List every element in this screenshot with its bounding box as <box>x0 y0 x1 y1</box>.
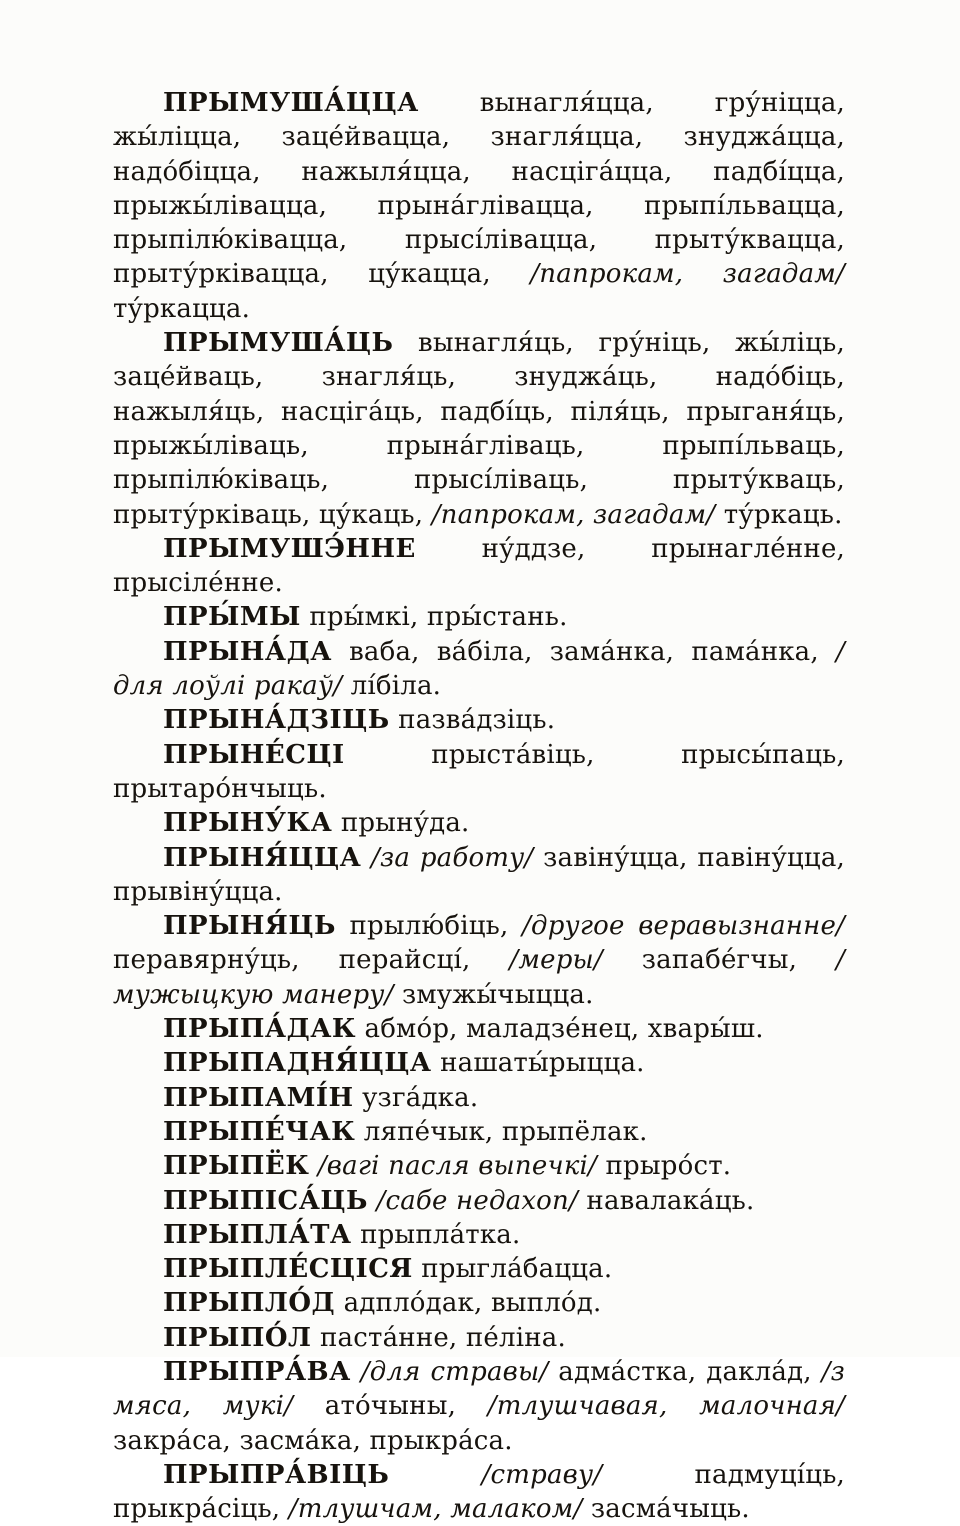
dictionary-entry <box>113 86 845 326</box>
dictionary-entry <box>113 738 845 807</box>
context-qualifier: /з мяса, мукі/ <box>113 1356 845 1422</box>
dictionary-entry <box>113 1321 845 1355</box>
context-qualifier: /тлушчавая, малочная/ <box>487 1391 845 1422</box>
entry-headword: ПРЫПЛА́ТА <box>163 1219 352 1250</box>
synonyms-text: навалака́ць. <box>577 1185 755 1216</box>
text-block <box>113 86 845 1526</box>
synonyms-text: прылю́біць, <box>349 911 523 942</box>
entry-headword: ПРЫПО́Л <box>163 1322 312 1353</box>
dictionary-entry <box>113 1252 845 1286</box>
synonyms-text: ато́чыны, <box>293 1391 488 1422</box>
context-qualifier: /другое веравызнанне/ <box>522 911 845 942</box>
entry-headword: ПРЫМУША́ЦЦА <box>163 88 419 118</box>
context-qualifier: /сабе недахоп/ <box>376 1185 578 1216</box>
context-qualifier: /за работу/ <box>371 842 534 873</box>
entry-headword: ПРЫПЛЕ́СЦІСЯ <box>163 1254 413 1285</box>
synonyms-text: прыста́віць, прысы́паць, прытаро́нчыць. <box>113 739 846 804</box>
synonyms-text: запабе́гчы, <box>602 945 837 976</box>
context-qualifier: /папрокам, загадам/ <box>530 259 845 290</box>
dictionary-entry <box>113 1286 845 1320</box>
context-qualifier: /папрокам, загадам/ <box>431 499 716 530</box>
dictionary-entry <box>113 841 845 910</box>
context-qualifier: /для лоўлі ракаў/ <box>113 636 845 702</box>
dictionary-entry <box>113 1355 845 1458</box>
entry-headword: ПРЫПІСА́ЦЬ <box>163 1185 369 1216</box>
synonyms-text: закра́са, засма́ка, прыкра́са. <box>113 1425 513 1456</box>
entry-headword: ПРЫНЯ́ЦЬ <box>163 911 336 942</box>
synonyms-text: вынагля́ць, гру́ніць, жы́ліць, заце́йваць, знагля́ць, знуджа́ць, надо́біць, нажыля́ць, насціга́ць, падбі́ць, піля́ць, прыганя́ць, прыжы́ліваць, прына́гліваць, прыпі́льваць, прыпілю́ківаць, прысі́ліваць, прыту́кваць, прыту́рківаць, цу́каць, <box>113 328 845 530</box>
synonyms-text: завіну́цца, павіну́цца, прывіну́цца. <box>113 842 846 907</box>
synonyms-text: ту́ркаць. <box>715 499 843 530</box>
entry-headword: ПРЫПЁК <box>163 1151 310 1182</box>
entry-headword: ПРЫПА́ДАК <box>163 1014 357 1045</box>
synonyms-text: пры́мкі, пры́стань. <box>309 602 568 633</box>
synonyms-text: узга́дка. <box>362 1082 479 1113</box>
synonyms-text: прыро́ст. <box>597 1151 732 1182</box>
context-qualifier: /страву/ <box>481 1459 603 1490</box>
entry-headword: ПРЫ́МЫ <box>163 602 301 633</box>
entry-headword: ПРЫПАДНЯ́ЦЦА <box>163 1048 432 1079</box>
synonyms-text: прыну́да. <box>340 808 470 839</box>
synonyms-text: змужы́чыцца. <box>393 979 594 1010</box>
synonyms-text: засма́чыць. <box>582 1494 750 1525</box>
entries-list <box>113 86 845 1526</box>
dictionary-entry <box>113 806 845 840</box>
entry-headword: ПРЫПЛО́Д <box>163 1288 336 1319</box>
context-qualifier: /меры/ <box>509 945 603 976</box>
synonyms-text: пазва́дзіць. <box>398 705 556 736</box>
context-qualifier: /тлушчам, малаком/ <box>288 1494 583 1525</box>
dictionary-entry <box>113 635 845 704</box>
synonyms-text: ваба, ва́біла, зама́нка, пама́нка, <box>349 636 837 667</box>
dictionary-entry <box>113 1012 845 1046</box>
entry-headword: ПРЫНУ́КА <box>163 808 333 839</box>
entry-headword: ПРЫМУША́ЦЬ <box>163 328 394 359</box>
dictionary-entry <box>113 326 845 532</box>
context-qualifier: /мужыцкую манеру/ <box>113 945 845 1010</box>
context-qualifier: /вагі пасля выпечкі/ <box>317 1151 598 1182</box>
synonyms-text: нашаты́рыцца. <box>440 1048 645 1079</box>
synonyms-text: лі́біла. <box>342 671 442 702</box>
dictionary-entry <box>113 1184 845 1218</box>
synonyms-text: падмуці́ць, прыкра́сіць, <box>113 1459 846 1525</box>
entry-headword: ПРЫПАМІ́Н <box>163 1082 354 1113</box>
dictionary-entry <box>113 909 845 1012</box>
entry-headword: ПРЫПРА́ВА <box>163 1356 351 1387</box>
synonyms-text: вынагля́цца, гру́ніцца, жы́ліцца, заце́йвацца, знагля́цца, знуджа́цца, надо́біцца, нажыля́цца, насціга́цца, падбі́цца, прыжы́лівацца, прына́глівацца, прыпі́львацца, прыпілю́ківацца, прысі́лівацца, прыту́квацца, прыту́рківацца, цу́кацца, <box>113 88 845 290</box>
synonyms-text: адма́стка, дакла́д, <box>548 1356 822 1387</box>
dictionary-entry <box>113 532 845 601</box>
dictionary-entry <box>113 1149 845 1183</box>
synonyms-text: паста́нне, пе́ліна. <box>320 1322 566 1353</box>
dictionary-entry <box>113 1081 845 1115</box>
entry-headword: ПРЫНА́ДЗІЦЬ <box>163 705 390 736</box>
dictionary-entry <box>113 600 845 634</box>
context-qualifier: /для стравы/ <box>360 1356 549 1387</box>
synonyms-text: абмо́р, маладзе́нец, хвары́ш. <box>364 1014 764 1045</box>
entry-headword: ПРЫНЯ́ЦЦА <box>163 842 362 873</box>
dictionary-entry <box>113 1458 845 1526</box>
synonyms-text: ту́ркацца. <box>113 293 251 324</box>
dictionary-entry <box>113 703 845 737</box>
synonyms-text: прыпла́тка. <box>360 1219 521 1250</box>
dictionary-entry <box>113 1218 845 1252</box>
synonyms-text: адпло́дак, выпло́д. <box>343 1288 602 1319</box>
entry-headword: ПРЫПЕ́ЧАК <box>163 1116 356 1147</box>
entry-headword: ПРЫНА́ДА <box>163 636 332 667</box>
entry-headword: ПРЫМУШЭ́ННЕ <box>163 533 416 564</box>
dictionary-entry <box>113 1115 845 1149</box>
dictionary-entry <box>113 1046 845 1080</box>
synonyms-text: перавярну́ць, перайсці́, <box>113 945 510 976</box>
synonyms-text: ляпе́чык, прыпёлак. <box>363 1116 648 1147</box>
entry-headword: ПРЫНЕ́СЦІ <box>163 739 345 770</box>
synonyms-text: ну́ддзе, прынагле́нне, прысіле́нне. <box>113 533 845 599</box>
entry-headword: ПРЫПРА́ВІЦЬ <box>163 1459 390 1490</box>
synonyms-text: прыгла́бацца. <box>421 1254 613 1285</box>
